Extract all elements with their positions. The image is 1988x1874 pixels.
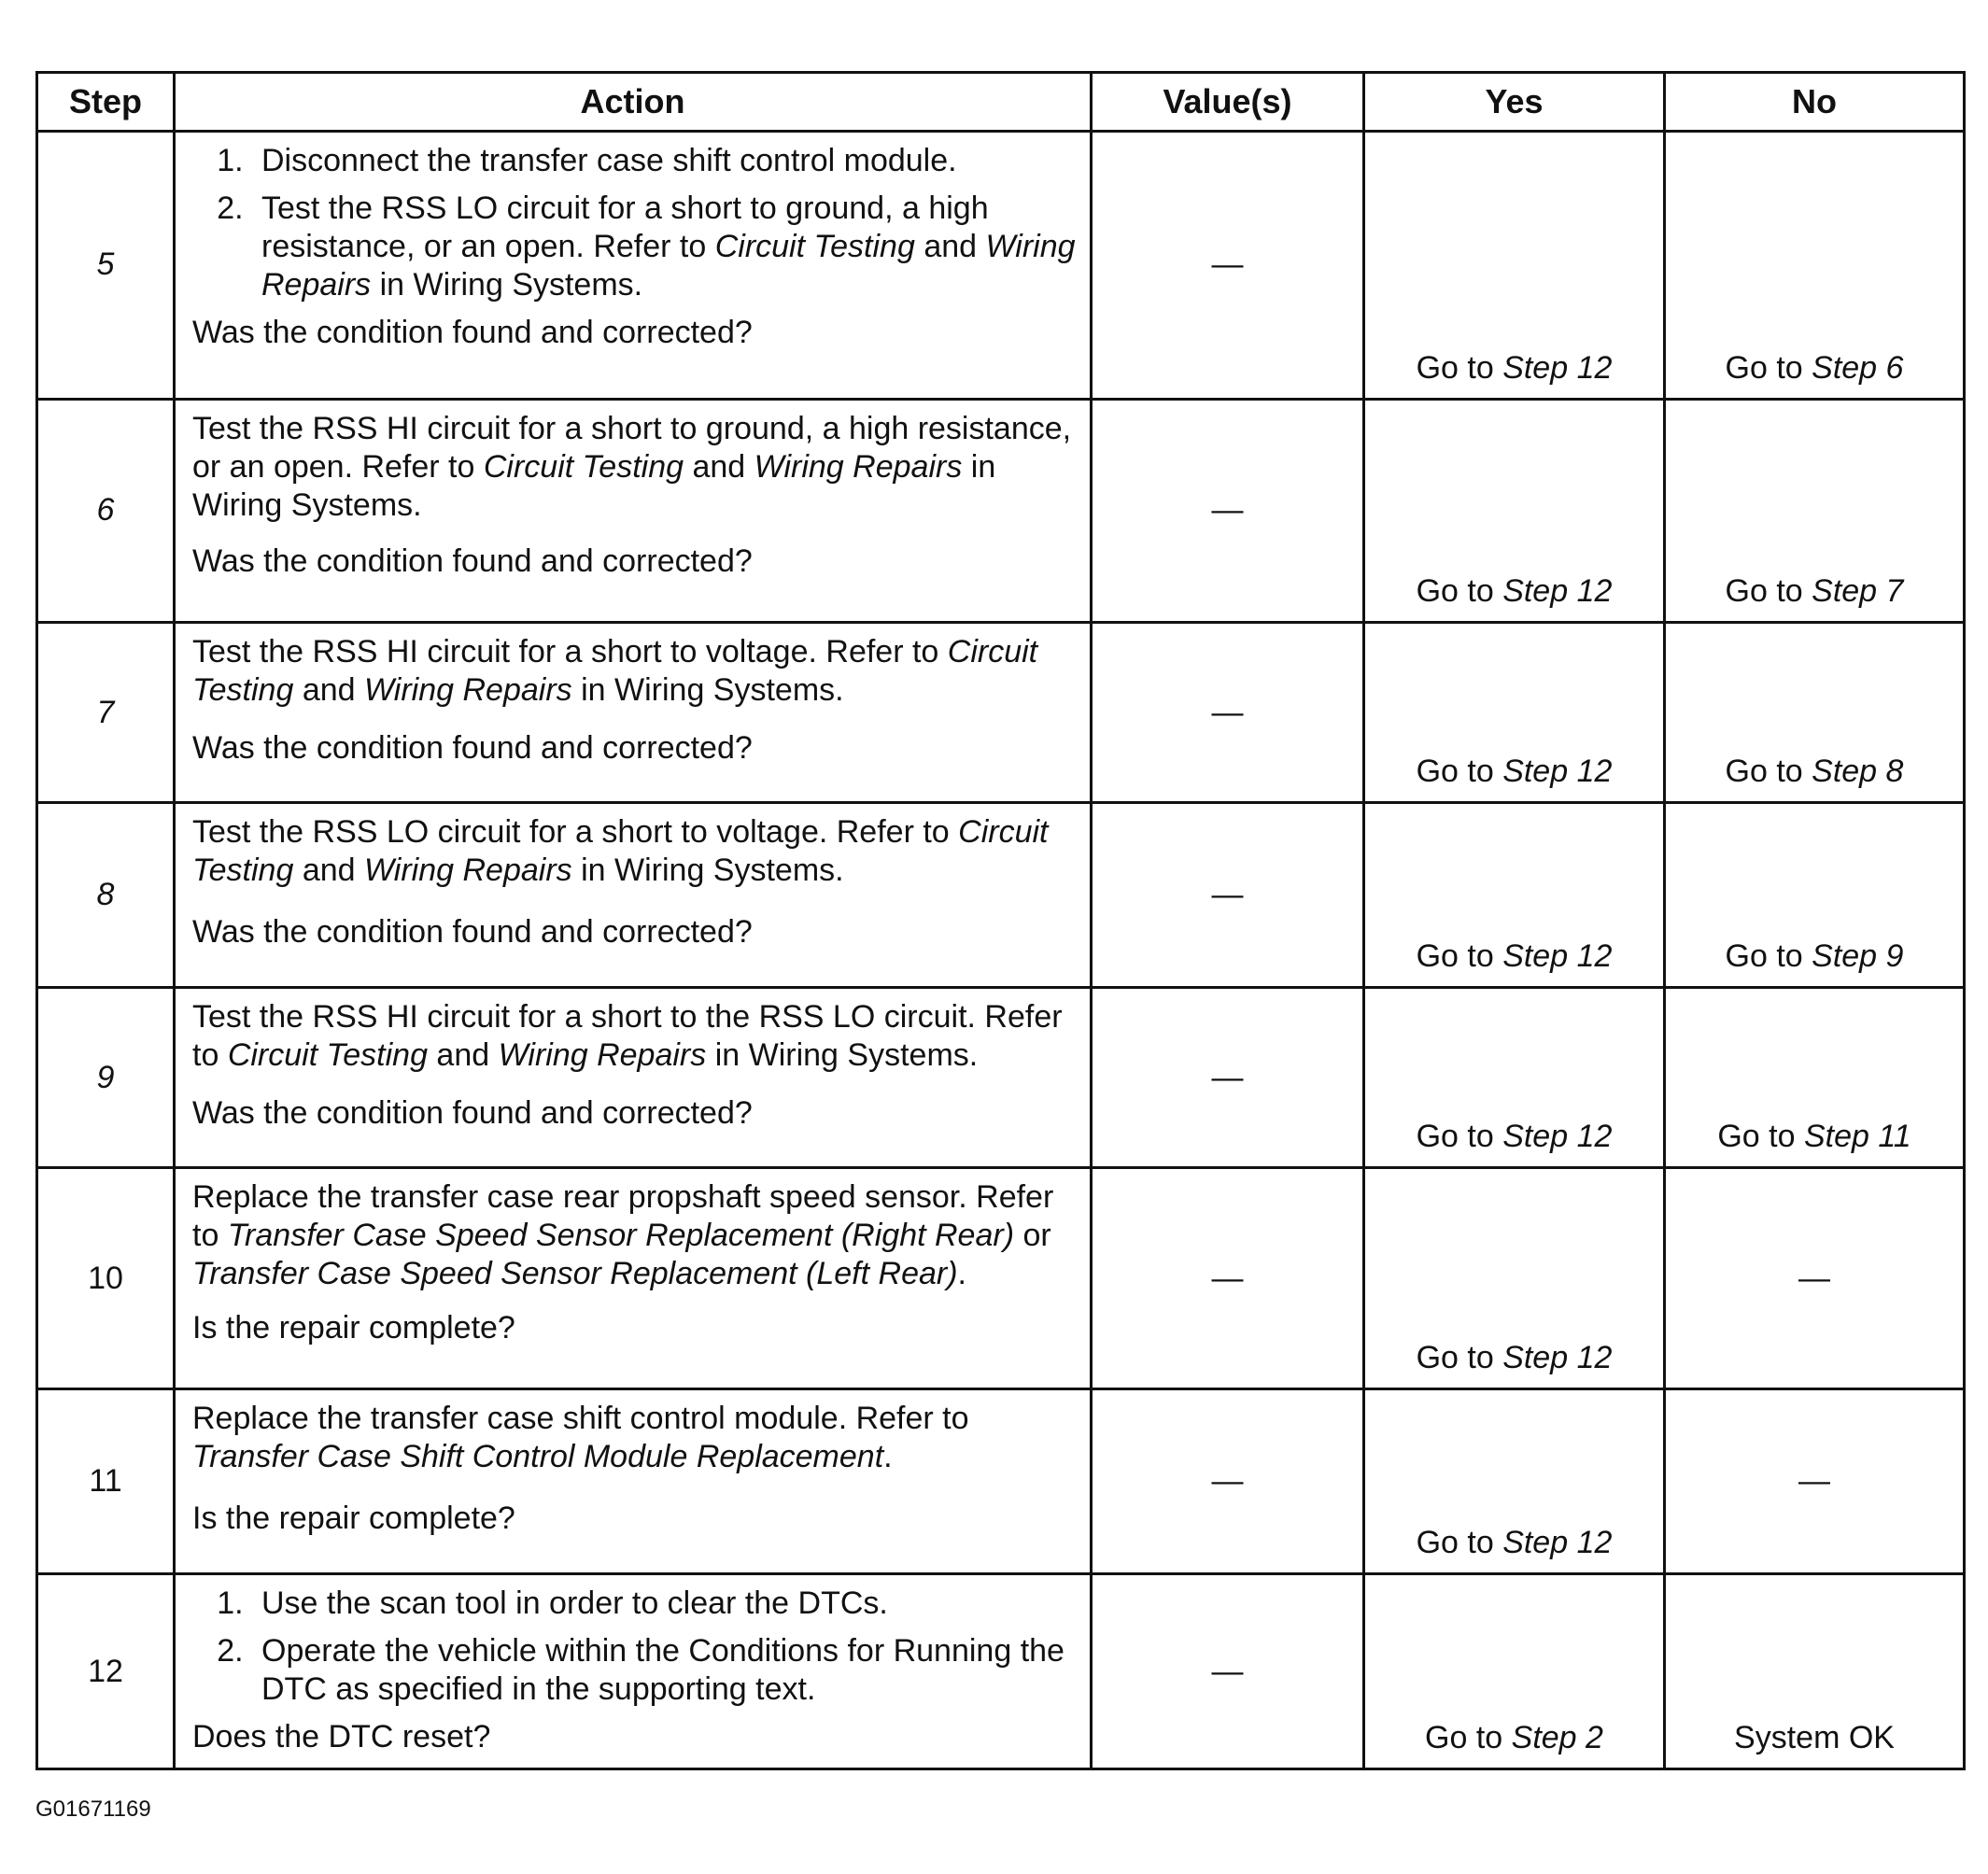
action-text-part: Test the RSS HI circuit for a short to the RSS LO circuit. Refer to [192, 999, 1063, 1074]
action-text-part: and [914, 229, 986, 264]
step-number: 8 [37, 803, 175, 988]
action-question: Does the DTC reset? [192, 1719, 491, 1755]
no-result [1665, 1574, 1965, 1769]
action-text-part: in Wiring Systems. [571, 852, 844, 889]
action-cell [175, 623, 1092, 803]
no-result [1665, 1389, 1965, 1574]
action-instructions [192, 813, 1079, 890]
value-cell: — [1092, 623, 1364, 803]
no-result [1665, 803, 1965, 988]
table-row [37, 1574, 1965, 1769]
yes-step-link: Step 12 [1502, 754, 1613, 790]
action-text-part: Operate the vehicle within the Conditions for Running the DTC as specified in the supporting text. [261, 1633, 1064, 1708]
action-content [176, 133, 1090, 356]
reference-text: Circuit Testing [227, 1037, 428, 1074]
action-text-part: or [1014, 1218, 1051, 1254]
no-prefix: Go to [1725, 754, 1812, 790]
instruction-list [192, 1585, 1079, 1709]
action-instructions [192, 633, 1079, 710]
instruction-list [192, 142, 1079, 304]
value-cell: — [1092, 803, 1364, 988]
instruction-item [252, 1632, 1079, 1709]
action-question: Is the repair complete? [192, 1501, 515, 1537]
no-prefix: Go to [1725, 938, 1812, 975]
step-number: 6 [37, 399, 175, 622]
action-text-part: in Wiring Systems. [571, 672, 844, 709]
header-step: Step [37, 73, 175, 132]
yes-step-link: Step 12 [1502, 349, 1613, 386]
instruction-text [192, 813, 1079, 890]
action-text-part: . [883, 1439, 893, 1475]
yes-prefix: Go to [1416, 1340, 1503, 1376]
value-cell: — [1092, 399, 1364, 622]
action-content [176, 401, 1090, 586]
step-number: 7 [37, 623, 175, 803]
table-row [37, 988, 1965, 1168]
no-step-link: — [1798, 1463, 1830, 1500]
reference-text: Circuit Testing [483, 448, 684, 485]
value-cell: — [1092, 988, 1364, 1168]
yes-step-link: Step 12 [1502, 1525, 1613, 1561]
action-text-part: Test the RSS LO circuit for a short to voltage. Refer to [192, 814, 959, 851]
header-row [37, 73, 1965, 132]
action-cell [175, 1574, 1092, 1769]
yes-prefix: Go to [1416, 1119, 1503, 1155]
reference-text: Wiring Repairs [364, 672, 572, 709]
no-result [1665, 623, 1965, 803]
yes-result [1364, 1574, 1665, 1769]
yes-step-link: Step 12 [1502, 1119, 1613, 1155]
action-text-part: Use the scan tool in order to clear the DTCs. [261, 1585, 888, 1622]
action-cell [175, 132, 1092, 400]
action-text-part: and [293, 672, 364, 709]
no-prefix: Go to [1725, 349, 1812, 386]
value-cell: — [1092, 132, 1364, 400]
action-cell [175, 1168, 1092, 1389]
no-step-link: Step 9 [1812, 938, 1904, 975]
value-cell: — [1092, 1389, 1364, 1574]
step-number: 10 [37, 1168, 175, 1389]
action-content [176, 624, 1090, 773]
yes-result [1364, 132, 1665, 400]
instruction-item [252, 142, 1079, 180]
no-result [1665, 399, 1965, 622]
action-text-part: Test the RSS HI circuit for a short to voltage. Refer to [192, 634, 948, 670]
reference-text: Wiring Repairs [498, 1037, 707, 1074]
instruction-text [192, 410, 1079, 525]
action-cell [175, 399, 1092, 622]
action-text-part: Test the RSS LO circuit for a short to ground, a high resistance, or an open. Refer to [261, 190, 989, 264]
action-instructions [192, 142, 1079, 314]
reference-text: Wiring Repairs [261, 229, 1076, 303]
no-result [1665, 1168, 1965, 1389]
yes-prefix: Go to [1416, 938, 1503, 975]
reference-text: Circuit Testing [714, 229, 915, 264]
yes-result [1364, 803, 1665, 988]
action-content [176, 804, 1090, 957]
figure-id: G01671169 [35, 1797, 151, 1822]
action-text-part: Replace the transfer case rear propshaft speed sensor. Refer to [192, 1179, 1054, 1254]
action-question: Was the condition found and corrected? [192, 914, 753, 951]
value-cell: — [1092, 1574, 1364, 1769]
action-content [176, 1575, 1090, 1755]
yes-prefix: Go to [1416, 573, 1503, 610]
action-text-part: . [957, 1256, 966, 1292]
yes-prefix: Go to [1416, 1525, 1503, 1561]
no-prefix: Go to [1717, 1119, 1804, 1155]
yes-result [1364, 1168, 1665, 1389]
reference-text: Transfer Case Shift Control Module Replacement [192, 1439, 884, 1475]
table-row [37, 399, 1965, 622]
action-text-part: and [427, 1037, 499, 1074]
no-step-link: Step 11 [1803, 1119, 1911, 1155]
step-number: 9 [37, 988, 175, 1168]
instruction-text [192, 1178, 1079, 1293]
header-values: Value(s) [1092, 73, 1364, 132]
no-result [1665, 988, 1965, 1168]
action-question: Was the condition found and corrected? [192, 542, 753, 579]
no-step-link: Step 7 [1812, 573, 1904, 610]
action-question: Was the condition found and corrected? [192, 315, 753, 350]
table-body [37, 132, 1965, 1769]
yes-prefix: Go to [1416, 754, 1503, 790]
action-instructions [192, 410, 1079, 525]
no-step-link: Step 8 [1812, 754, 1904, 790]
action-text-part: Disconnect the transfer case shift control module. [261, 143, 957, 178]
action-text-part: in Wiring Systems. [192, 448, 996, 523]
no-step-link: Step 6 [1812, 349, 1904, 386]
action-cell [175, 1389, 1092, 1574]
yes-step-link: Step 2 [1511, 1720, 1603, 1755]
yes-step-link: Step 12 [1502, 1340, 1613, 1376]
action-cell [175, 803, 1092, 988]
action-cell [175, 988, 1092, 1168]
action-text-part: Replace the transfer case shift control module. Refer to [192, 1401, 969, 1437]
yes-result [1364, 1389, 1665, 1574]
no-prefix: Go to [1725, 573, 1812, 610]
no-prefix: System OK [1734, 1720, 1895, 1755]
diagnostic-table [35, 71, 1966, 1770]
action-question: Was the condition found and corrected? [192, 730, 753, 767]
step-number: 5 [37, 132, 175, 400]
yes-step-link: Step 12 [1502, 938, 1613, 975]
yes-prefix: Go to [1416, 349, 1503, 386]
instruction-text [192, 1400, 1079, 1476]
value-cell: — [1092, 1168, 1364, 1389]
reference-text: Transfer Case Speed Sensor Replacement (Right Rear) [227, 1218, 1015, 1254]
table-row [37, 132, 1965, 400]
no-result [1665, 132, 1965, 400]
action-text-part: in Wiring Systems. [371, 267, 643, 303]
action-text-part: and [293, 852, 364, 889]
instruction-item [252, 190, 1079, 304]
action-content [176, 1390, 1090, 1543]
action-question: Is the repair complete? [192, 1310, 515, 1346]
action-content [176, 989, 1090, 1138]
reference-text: Transfer Case Speed Sensor Replacement (Left Rear) [192, 1256, 958, 1292]
header-action: Action [175, 73, 1092, 132]
reference-text: Wiring Repairs [364, 852, 572, 889]
header-yes: Yes [1364, 73, 1665, 132]
header-no: No [1665, 73, 1965, 132]
yes-result [1364, 399, 1665, 622]
table-row [37, 623, 1965, 803]
reference-text: Circuit Testing [192, 814, 1049, 889]
action-text-part: Test the RSS HI circuit for a short to ground, a high resistance, or an open. Refer to [192, 410, 1072, 485]
reference-text: Wiring Repairs [754, 448, 963, 485]
instruction-text [192, 633, 1079, 710]
reference-text: Circuit Testing [192, 634, 1038, 709]
yes-prefix: Go to [1425, 1720, 1512, 1755]
yes-step-link: Step 12 [1502, 573, 1613, 610]
action-instructions [192, 1400, 1079, 1476]
table-row [37, 1168, 1965, 1389]
action-instructions [192, 1585, 1079, 1718]
step-number: 12 [37, 1574, 175, 1769]
instruction-item [252, 1585, 1079, 1623]
action-text-part: in Wiring Systems. [706, 1037, 979, 1074]
action-instructions [192, 998, 1079, 1075]
yes-result [1364, 988, 1665, 1168]
action-content [176, 1169, 1090, 1353]
table-row [37, 1389, 1965, 1574]
no-step-link: — [1798, 1260, 1830, 1296]
action-instructions [192, 1178, 1079, 1293]
yes-result [1364, 623, 1665, 803]
action-text-part: and [684, 448, 754, 485]
action-question: Was the condition found and corrected? [192, 1095, 753, 1132]
table-row [37, 803, 1965, 988]
step-number: 11 [37, 1389, 175, 1574]
instruction-text [192, 998, 1079, 1075]
